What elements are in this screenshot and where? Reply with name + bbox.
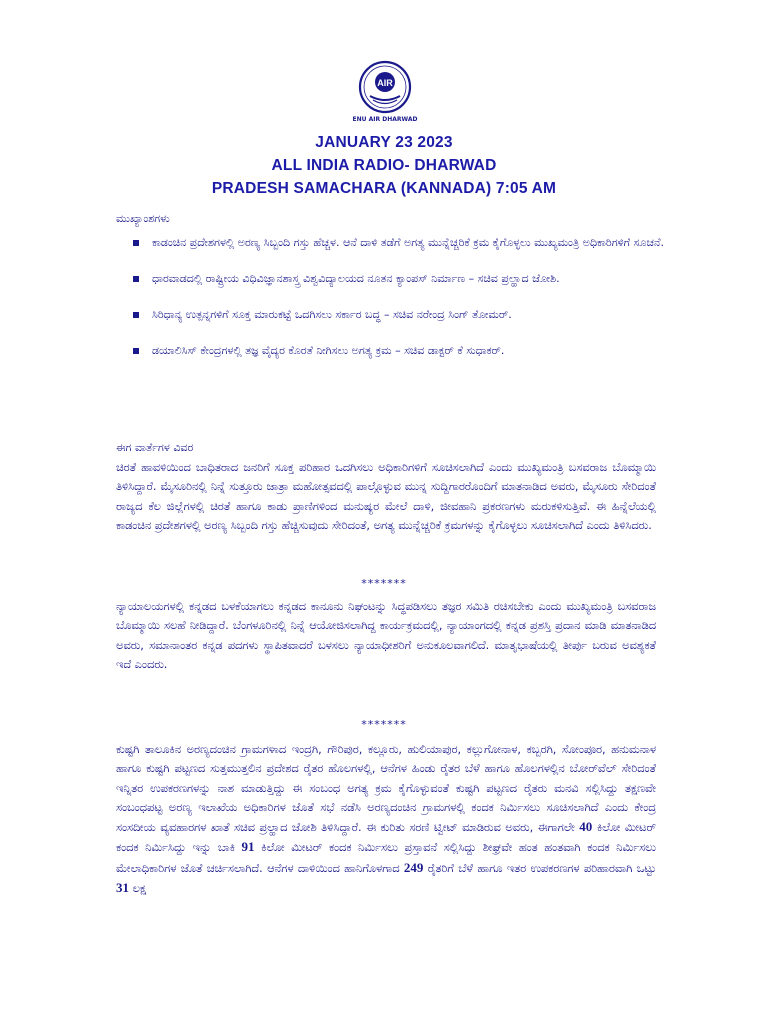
highlight-text: ಡಯಾಲಿಸಿಸ್ ಕೇಂದ್ರಗಳಲ್ಲಿ ತಜ್ಞ ವೈದ್ಯರ ಕೊರತೆ ನೀಗಿಸಲು ಅಗತ್ಯ ಕ್ರಮ – ಸಚಿವ ಡಾಕ್ಟರ್ ಕೆ ಸುಧಾಕರ್.: [152, 344, 505, 357]
paragraph-text: ರೈತರಿಗೆ ಬೆಳೆ ಹಾಗೂ ಇತರ ಉಪಕರಣಗಳ ಪರಿಹಾರವಾಗಿ ಒಟ್ಟು: [427, 861, 656, 875]
distance-built: 40: [579, 819, 593, 835]
logo-caption: ENU AIR DHARWAD: [352, 116, 418, 123]
separator: *******: [361, 577, 407, 590]
bullet-icon: [133, 348, 139, 354]
news-paragraph-3: [116, 740, 656, 898]
highlight-text: ಕಾಡಂಚಿನ ಪ್ರದೇಶಗಳಲ್ಲಿ ಅರಣ್ಯ ಸಿಬ್ಬಂದಿ ಗಸ್ತು ಹೆಚ್ಚಳ. ಆನೆ ದಾಳಿ ತಡೆಗೆ ಅಗತ್ಯ ಮುನ್ನೆಚ್ಚರಿಕೆ ಕ್ರಮ ಕೈಗೊಳ್ಳಲು ಮುಖ್ಯಮಂತ್ರಿ ಅಧಿಕಾರಿಗಳಿಗೆ ಸೂಚನೆ.: [152, 236, 664, 249]
paragraph-text: ಕಿಲೋ ಮೀಟರ್ ಕಂದಕ ನಿರ್ಮಿಸಲು ಪ್ರಸ್ತಾವನೆ ಸಲ್ಲಿಸಿದ್ದು ಶೀಘ್ರವೇ ಹಂತ ಹಂತವಾಗಿ ಕಂದಕ ನಿರ್ಮಿಸಲು ಮೇಲಾಧಿಕಾರಿಗಳ ಜೊತೆ ಚರ್ಚಿಸಲಾಗಿದೆ. ಆನೆಗಳ ದಾಳಿಯಿಂದ ಹಾನಿಗೊಳಗಾದ: [116, 841, 657, 875]
highlight-text: ಧಾರವಾಡದಲ್ಲಿ ರಾಷ್ಟ್ರೀಯ ವಿಧಿವಿಜ್ಞಾನಶಾಸ್ತ್ರ ವಿಶ್ವವಿದ್ಯಾಲಯದ ನೂತನ ಕ್ಯಾಂಪಸ್ ನಿರ್ಮಾಣ – ಸಚಿವ ಪ್ರಲ್ಹಾದ ಜೋಶಿ.: [152, 272, 560, 285]
list-item: [130, 232, 670, 254]
list-item: [130, 268, 670, 290]
compensation-amount: 31: [116, 880, 129, 896]
news-paragraph-2: ನ್ಯಾಯಾಲಯಗಳಲ್ಲಿ ಕನ್ನಡದ ಬಳಕೆಯಾಗಲು ಕನ್ನಡದ ಕಾನೂನು ನಿಘಂಟನ್ನು ಸಿದ್ಧಪಡಿಸಲು ತಜ್ಞರ ಸಮಿತಿ ರಚಿಸಬೇಕು ಎಂದು ಮುಖ್ಯಮಂತ್ರಿ ಬಸವರಾಜ ಬೊಮ್ಮಾಯಿ ಸಲಹೆ ನೀಡಿದ್ದಾರೆ. ಬೆಂಗಳೂರಿನಲ್ಲಿ ನಿನ್ನೆ ಆಯೋಜಿಸಲಾಗಿದ್ದ ಕಾರ್ಯಕ್ರಮದಲ್ಲಿ, ನ್ಯಾಯಾಂಗದಲ್ಲಿ ಕನ್ನಡ ಪ್ರಶಸ್ತಿ ಪ್ರದಾನ ಮಾಡಿ ಮಾತನಾಡಿದ ಅವರು, ಸಮಾನಾಂತರ ಕನ್ನಡ ಪದಗಳು ಸ್ಥಾಪಿತವಾದರೆ ಬಳಸಲು ನ್ಯಾಯಾಧೀಶರಿಗೆ ಅನುಕೂಲವಾಗಲಿದೆ. ಮಾತೃಭಾಷೆಯಲ್ಲಿ ತೀರ್ಪು ಬರುವ ಅವಶ್ಯಕತೆ ಇದೆ ಎಂದರು.: [116, 600, 656, 671]
news-paragraph-1: ಚಿರತೆ ಹಾವಳಿಯಿಂದ ಬಾಧಿತರಾದ ಜನರಿಗೆ ಸೂಕ್ತ ಪರಿಹಾರ ಒದಗಿಸಲು ಅಧಿಕಾರಿಗಳಿಗೆ ಸೂಚಿಸಲಾಗಿದೆ ಎಂದು ಮುಖ್ಯಮಂತ್ರಿ ಬಸವರಾಜ ಬೊಮ್ಮಾಯಿ ತಿಳಿಸಿದ್ದಾರೆ. ಮೈಸೂರಿನಲ್ಲಿ ನಿನ್ನೆ ಸುತ್ತೂರು ಜಾತ್ರಾ ಮಹೋತ್ಸವದಲ್ಲಿ ಪಾಲ್ಗೊಳ್ಳುವ ಮುನ್ನ ಸುದ್ದಿಗಾರರೊಂದಿಗೆ ಮಾತನಾಡಿದ ಅವರು, ಮೈಸೂರು ಸೇರಿದಂತೆ ರಾಜ್ಯದ ಕೆಲ ಜಿಲ್ಲೆಗಳಲ್ಲಿ ಚಿರತೆ ಹಾಗೂ ಕಾಡು ಪ್ರಾಣಿಗಳಿಂದ ಮನುಷ್ಯರ ಮೇಲೆ ದಾಳಿ, ಜೀವಹಾನಿ ಪ್ರಕರಣಗಳು ಮರುಕಳಿಸುತ್ತಿವೆ. ಈ ಹಿನ್ನೆಲೆಯಲ್ಲಿ ಕಾಡಂಚಿನ ಪ್ರದೇಶಗಳಲ್ಲಿ ಅರಣ್ಯ ಸಿಬ್ಬಂದಿ ಗಸ್ತು ಹೆಚ್ಚಿಸುವುದು ಸೇರಿದಂತೆ, ಅಗತ್ಯ ಮುನ್ನೆಚ್ಚರಿಕೆ ಕ್ರಮಗಳನ್ನು ಕೈಗೊಳ್ಳಲು ಸೂಚಿಸಲಾಗಿದೆ ಎಂದು ತಿಳಿಸಿದರು.: [116, 461, 656, 532]
bullet-icon: [133, 276, 139, 282]
highlights-list: [130, 232, 670, 362]
bullet-icon: [133, 312, 139, 318]
bullet-icon: [133, 240, 139, 246]
distance-pending: 91: [241, 839, 255, 855]
bulletin-date: JANUARY 23 2023: [315, 134, 453, 151]
paragraph-text: ಲಕ್ಷ: [132, 882, 147, 896]
highlight-text: ಸಿರಿಧಾನ್ಯ ಉತ್ಪನ್ನಗಳಿಗೆ ಸೂಕ್ತ ಮಾರುಕಟ್ಟೆ ಒದಗಿಸಲು ಸರ್ಕಾರ ಬದ್ಧ – ಸಚಿವ ನರೇಂದ್ರ ಸಿಂಗ್ ತೋಮರ್.: [152, 308, 512, 321]
list-item: [130, 304, 670, 326]
paragraph-text: ಕುಷ್ಟಗಿ ತಾಲೂಕಿನ ಅರಣ್ಯದಂಚಿನ ಗ್ರಾಮಗಳಾದ ಇಂದ್ರಗಿ, ಗೌರಿಪುರ, ಕಲ್ಲೂರು, ಹುಲಿಯಾಪುರ, ಕಲ್ಲುಗೋನಾಳ, ಕಬ್ಬರಗಿ, ಸೋಂಪೂರ, ಹನುಮನಾಳ ಹಾಗೂ ಕುಷ್ಟಗಿ ಪಟ್ಟಣದ ಸುತ್ತಮುತ್ತಲಿನ ಪ್ರದೇಶದ ರೈತರ ಹೊಲಗಳಲ್ಲಿ, ಆನೆಗಳ ಹಿಂಡು ರೈತರ ಬೆಳೆ ಹಾಗೂ ಹೊಲಗಳಲ್ಲಿನ ಬೋರ್‌ವೆಲ್ ಸೇರಿದಂತೆ ಇನ್ನಿತರ ಉಪಕರಣಗಳನ್ನು ನಾಶ ಮಾಡುತ್ತಿದ್ದು ಈ ಸಂಬಂಧ ಅಗತ್ಯ ಕ್ರಮ ಕೈಗೊಳ್ಳುವಂತೆ ಕುಷ್ಟಗಿ ಪಟ್ಟಣದ ರೈತರು ಮನವಿ ಸಲ್ಲಿಸಿದ್ದು ತಕ್ಷಣವೇ ಸಂಬಂಧಪಟ್ಟ ಅರಣ್ಯ ಇಲಾಖೆಯ ಅಧಿಕಾರಿಗಳ ಜೊತೆ ಸಭೆ ನಡೆಸಿ ಅರಣ್ಯದಂಚಿನ ಗ್ರಾಮಗಳಲ್ಲಿ ಕಂದಕ ನಿರ್ಮಿಸಲು ಸೂಚಿಸಲಾಗಿದೆ ಎಂದು ಕೇಂದ್ರ ಸಂಸದೀಯ ವ್ಯವಹಾರಗಳ ಖಾತೆ ಸಚಿವ ಪ್ರಲ್ಹಾದ ಜೋಶಿ ತಿಳಿಸಿದ್ದಾರೆ. ಈ ಕುರಿತು ಸರಣಿ ಟ್ವೀಟ್ ಮಾಡಿರುವ ಅವರು, ಈಗಾಗಲೇ: [116, 743, 656, 835]
bulletin-title: PRADESH SAMACHARA (KANNADA) 7:05 AM: [211, 180, 557, 197]
farmer-count: 249: [403, 859, 424, 875]
details-label: ಈಗ ವಾರ್ತೆಗಳ ವಿವರ: [116, 441, 194, 454]
separator: *******: [361, 718, 407, 731]
all-india-radio-logo-icon: [358, 60, 412, 114]
logo-mark-text: AIR: [377, 78, 393, 88]
highlights-label: ಮುಖ್ಯಾಂಶಗಳು: [116, 212, 170, 225]
paragraph-text: ಕಿಲೋ ಮೀಟರ್ ಕಂದಕ ನಿರ್ಮಿಸಿದ್ದು ಇನ್ನು ಬಾಕಿ: [116, 821, 656, 855]
station-name: ALL INDIA RADIO- DHARWAD: [271, 157, 497, 174]
list-item: [130, 340, 670, 362]
